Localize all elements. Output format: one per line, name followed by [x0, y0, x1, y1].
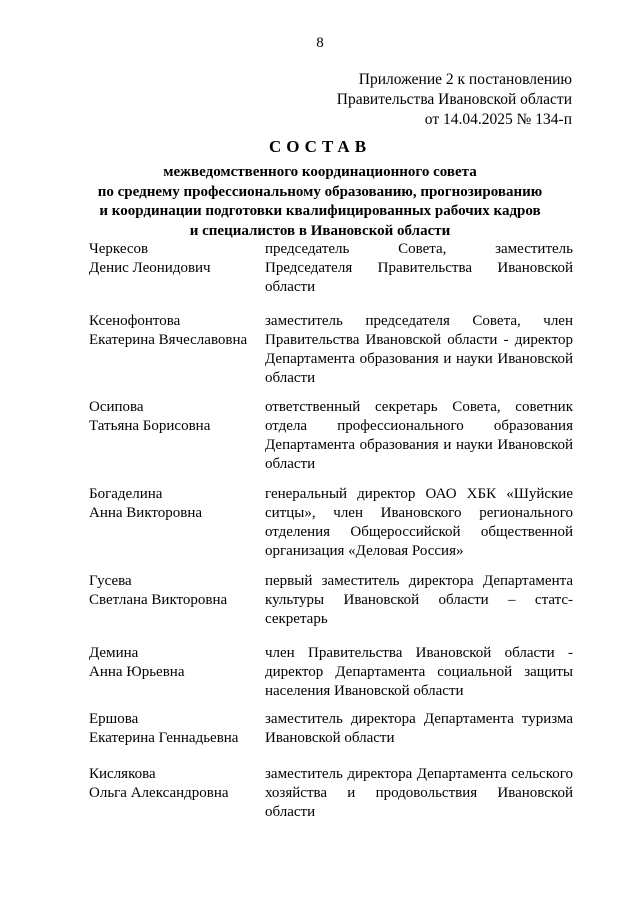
page-number: 8	[316, 35, 324, 51]
member-given-name: Светлана Викторовна	[89, 592, 228, 608]
member-given-name: Екатерина Геннадьевна	[89, 730, 239, 746]
member-given-name: Екатерина Вячеславовна	[89, 332, 248, 348]
member-role: заместитель председателя Совета, член Правительства Ивановской области - директор Департамента образования и науки Ивановской области	[265, 313, 573, 386]
member-row	[89, 398, 573, 485]
member-surname: Ершова	[89, 711, 139, 727]
appendix-line: Правительства Ивановской области	[336, 91, 572, 108]
member-role: заместитель директора Департамента сельского хозяйства и продовольствия Ивановской области	[265, 766, 573, 820]
member-role: председатель Совета, заместитель Председателя Правительства Ивановской области	[265, 241, 573, 295]
member-role: первый заместитель директора Департамента культуры Ивановской области – статс-секретарь	[265, 573, 573, 627]
appendix-header	[337, 70, 572, 130]
member-row	[89, 312, 573, 398]
member-row	[89, 572, 573, 644]
member-name	[89, 765, 265, 822]
member-name	[89, 572, 265, 644]
member-name	[89, 240, 265, 312]
member-name	[89, 312, 265, 398]
member-role: заместитель директора Департамента туризма Ивановской области	[265, 711, 573, 746]
member-surname: Осипова	[89, 399, 144, 415]
member-name	[89, 398, 265, 485]
member-role: ответственный секретарь Совета, советник отдела профессионального образования Департамента образования и науки Ивановской области	[265, 399, 573, 472]
member-surname: Демина	[89, 645, 139, 661]
document-title: СОСТАВ	[268, 137, 372, 156]
member-name	[89, 644, 265, 710]
member-row	[89, 765, 573, 822]
member-name	[89, 710, 265, 765]
subtitle-line: по среднему профессиональному образованию, прогнозированию	[97, 183, 543, 200]
member-given-name: Денис Леонидович	[89, 260, 211, 276]
member-row	[89, 710, 573, 765]
member-list	[89, 240, 573, 822]
document-heading	[0, 137, 640, 241]
member-given-name: Ольга Александровна	[89, 785, 229, 801]
member-row	[89, 644, 573, 710]
member-role: член Правительства Ивановской области - директор Департамента социальной защиты населения Ивановской области	[265, 645, 573, 699]
member-surname: Гусева	[89, 573, 132, 589]
document-subtitle	[0, 163, 640, 241]
subtitle-line: и координации подготовки квалифицированных рабочих кадров	[99, 203, 541, 219]
member-row	[89, 240, 573, 312]
member-name	[89, 485, 265, 572]
appendix-line: Приложение 2 к постановлению	[358, 71, 572, 88]
member-role: генеральный директор ОАО ХБК «Шуйские ситцы», член Ивановского регионального отделения Общероссийской общественной организация «Деловая Россия»	[265, 486, 573, 559]
member-row	[89, 485, 573, 572]
subtitle-line: и специалистов в Ивановской области	[189, 222, 451, 239]
member-given-name: Татьяна Борисовна	[89, 418, 211, 434]
subtitle-line: межведомственного координационного совета	[163, 164, 477, 180]
member-given-name: Анна Викторовна	[89, 505, 203, 521]
member-surname: Ксенофонтова	[89, 313, 181, 329]
member-surname: Черкесов	[89, 241, 149, 257]
member-given-name: Анна Юрьевна	[89, 664, 185, 680]
appendix-line: от 14.04.2025 № 134-п	[424, 111, 572, 128]
member-surname: Богаделина	[89, 486, 163, 502]
member-surname: Кислякова	[89, 766, 156, 782]
